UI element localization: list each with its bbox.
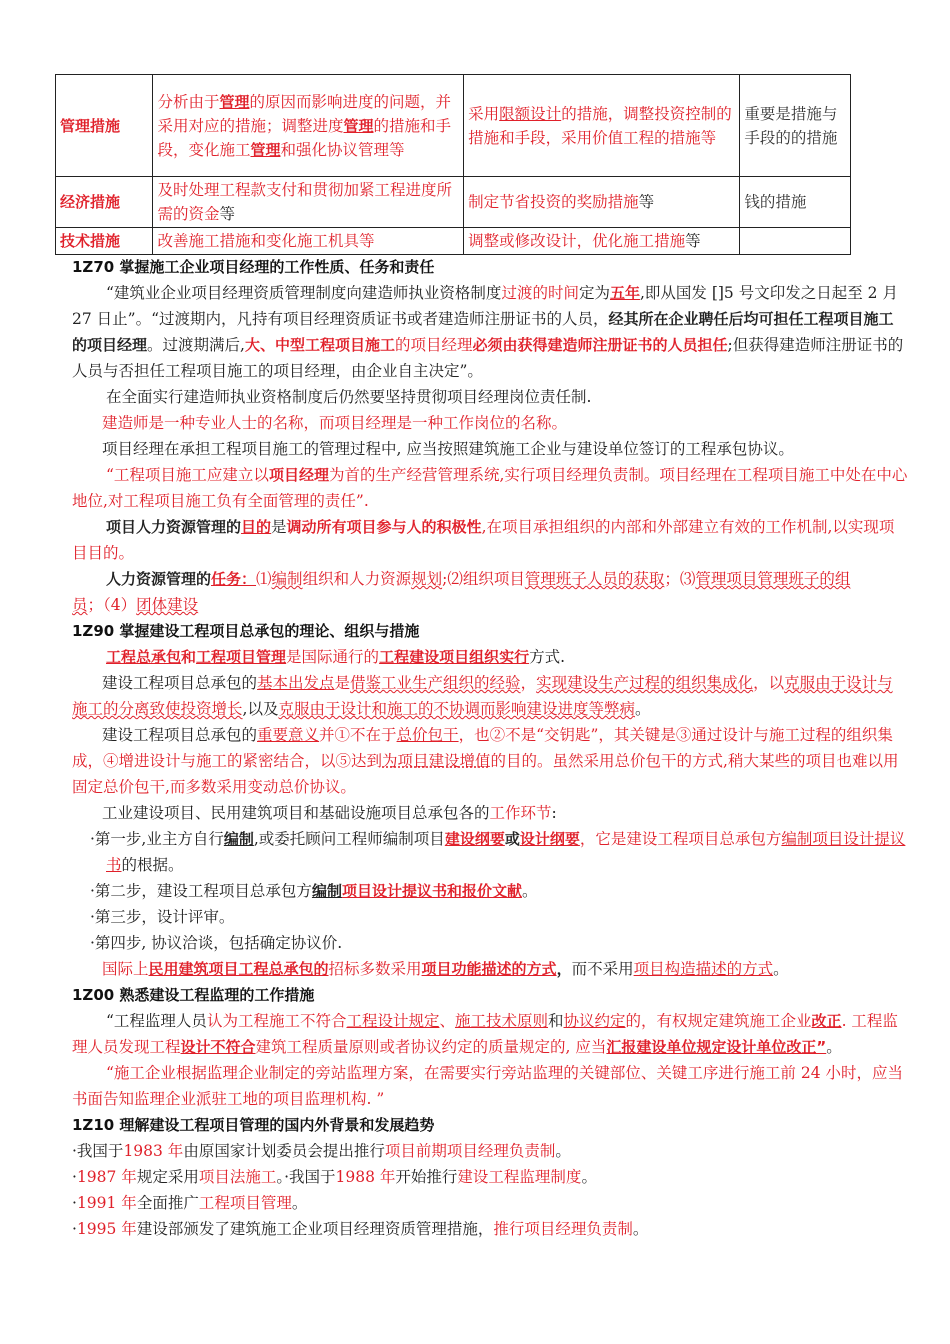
list-item: ·1991 年全面推广工程项目管理。 — [72, 1194, 308, 1212]
list-item: ·第一步,业主方自行编制,或委托顾问工程师编制项目建设纲要或设计纲要，它是建设工程项目总承包方编制项目设计提议书的根据。 — [90, 830, 906, 874]
table-row — [56, 177, 851, 228]
section-heading: 1Z00 熟悉建设工程监理的工作措施 — [72, 986, 315, 1004]
row-header: 管理措施 — [56, 75, 153, 177]
list-item: ·我国于1983 年由原国家计划委员会提出推行项目前期项目经理负责制。 — [72, 1142, 571, 1160]
table-row — [56, 228, 851, 255]
paragraph: 建设工程项目总承包的基本出发点是借鉴工业生产组织的经验，实现建设生产过程的组织集成化，以克服由于设计与施工的分离致使投资增长,以及克服由于设计和施工的不协调而影响建设进度等弊病。 — [72, 674, 893, 718]
table-cell: 重要是措施与手段的的措施 — [740, 75, 851, 177]
paragraph: 建造师是一种专业人士的名称，而项目经理是一种工作岗位的名称。 — [102, 414, 568, 432]
table-cell — [740, 228, 851, 255]
table-cell: 钱的措施 — [740, 177, 851, 228]
measures-table — [55, 74, 851, 255]
paragraph: 项目经理在承担工程项目施工的管理过程中, 应当按照建筑施工企业与建设单位签订的工程承包协议。 — [102, 440, 794, 458]
document-body — [72, 254, 908, 1242]
table-cell: 采用限额设计的措施，调整投资控制的措施和手段，采用价值工程的措施等 — [464, 75, 740, 177]
row-header: 技术措施 — [56, 228, 153, 255]
table-cell: 改善施工措施和变化施工机具等 — [153, 228, 464, 255]
paragraph: 项目人力资源管理的目的是调动所有项目参与人的积极性,在项目承担组织的内部和外部建立有效的工作机制,以实现项目目的。 — [72, 518, 895, 562]
list-item: ·第三步，设计评审。 — [90, 908, 235, 926]
paragraph: 建设工程项目总承包的重要意义并①不在于总价包干，也②不是“交钥匙”，其关键是③通过设计与施工过程的组织集成，④增进设计与施工的紧密结合，以⑤达到为项目建设增值的目的。虽然采用总价包干的方式,稍大某些的项目也难以用固定总价包干,而多数采用变动总价协议。 — [72, 726, 899, 796]
list-item: ·1995 年建设部颁发了建筑施工企业项目经理资质管理措施，推行项目经理负责制。 — [72, 1220, 649, 1238]
section-heading: 1Z70 掌握施工企业项目经理的工作性质、任务和责任 — [72, 258, 435, 276]
paragraph: “工程监理人员认为工程施工不符合工程设计规定、施工技术原则和协议约定的，有权规定建筑施工企业改正. 工程监理人员发现工程设计不符合建筑工程质量原则或者协议约定的质量规定的, 应当汇报建设单位规定设计单位改正”。 — [72, 1012, 898, 1056]
list-item: ·1987 年规定采用项目法施工。·我国于1988 年开始推行建设工程监理制度。 — [72, 1168, 597, 1186]
list-item: ·第二步，建设工程项目总承包方编制项目设计提议书和报价文献。 — [90, 882, 538, 900]
list-item: ·第四步, 协议洽谈，包括确定协议价. — [90, 934, 343, 952]
paragraph: 人力资源管理的任务：⑴编制组织和人力资源规划;⑵组织项目管理班子人员的获取；⑶管理项目管理班子的组员；（4）团体建设 — [72, 570, 851, 614]
paragraph: “施工企业根据监理企业制定的旁站监理方案，在需要实行旁站监理的关键部位、关键工序进行施工前 24 小时，应当书面告知监理企业派驻工地的项目监理机构. ” — [72, 1064, 904, 1108]
row-header: 经济措施 — [56, 177, 153, 228]
paragraph: 工程总承包和工程项目管理是国际通行的工程建设项目组织实行方式. — [106, 648, 566, 666]
section-heading: 1Z90 掌握建设工程项目总承包的理论、组织与措施 — [72, 622, 420, 640]
table-cell: 调整或修改设计，优化施工措施等 — [464, 228, 740, 255]
paragraph: 在全面实行建造师执业资格制度后仍然要坚持贯彻项目经理岗位责任制. — [106, 388, 592, 406]
table-cell: 制定节省投资的奖励措施等 — [464, 177, 740, 228]
paragraph: 工业建设项目、民用建筑项目和基础设施项目总承包各的工作环节: — [102, 804, 557, 822]
paragraph: “建筑业企业项目经理资质管理制度向建造师执业资格制度过渡的时间定为五年,即从国发 []5 号文印发之日起至 2 月 27 日止”。“过渡期内，凡持有项目经理资质证书或者建造师注册证书的人员，经其所在企业聘任后均可担任工程项目施工的项目经理。过渡期满后,大、中型工程项目施工的项目经理必须由获得建造师注册证书的人员担任;但获得建造师注册证书的人员与否担任工程项目施工的项目经理，由企业自主决定”。 — [72, 284, 904, 380]
table-cell: 分析由于管理的原因而影响进度的问题，并采用对应的措施；调整进度管理的措施和手段，变化施工管理和强化协议管理等 — [153, 75, 464, 177]
table-cell: 及时处理工程款支付和贯彻加紧工程进度所需的资金等 — [153, 177, 464, 228]
section-heading: 1Z10 理解建设工程项目管理的国内外背景和发展趋势 — [72, 1116, 435, 1134]
paragraph: “工程项目施工应建立以项目经理为首的生产经营管理系统,实行项目经理负责制。项目经理在工程项目施工中处在中心地位,对工程项目施工负有全面管理的责任”. — [72, 466, 908, 510]
table-row — [56, 75, 851, 177]
paragraph: 国际上民用建筑项目工程总承包的招标多数采用项目功能描述的方式，而不采用项目构造描述的方式。 — [102, 960, 789, 978]
